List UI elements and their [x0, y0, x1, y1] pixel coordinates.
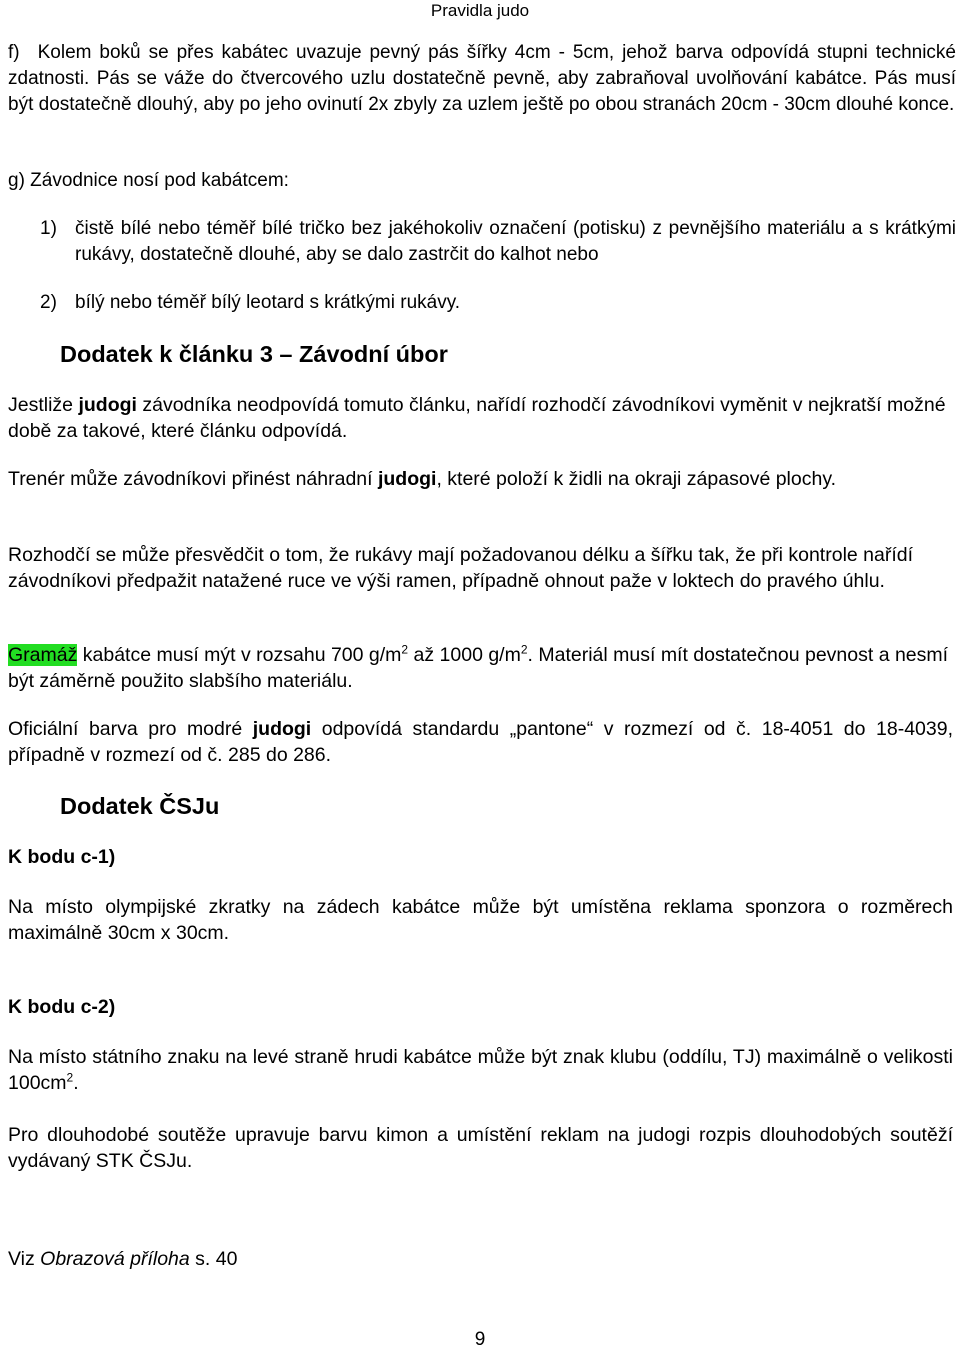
- p9-text-b: s. 40: [189, 1248, 238, 1270]
- item-g-sub2-text: bílý nebo téměř bílý leotard s krátkými rukávy.: [75, 292, 461, 313]
- p5-text-a: Oficiální barva pro modré: [8, 718, 253, 740]
- p5-text-c: odpovídá standardu „pantone“ v rozmezí od č. 18-4051 do 18-4039, případně v rozmezí od č. 285 do 286.: [8, 718, 953, 766]
- p9-appendix-link: Obrazová příloha: [40, 1248, 190, 1270]
- paragraph-see-appendix: [8, 1246, 953, 1272]
- p2-judogi: judogi: [377, 468, 437, 490]
- p7-sup: 2: [66, 1070, 74, 1085]
- p4-sup1: 2: [401, 642, 409, 657]
- paragraph-club-badge: [8, 1044, 953, 1096]
- item-f-text: Kolem boků se přes kabátec uvazuje pevný pás šířky 4cm - 5cm, jehož barva odpovídá stupni technické zdatnosti. Pás se váže do čtvercového uzlu dostatečně pevně, aby zabraňoval uvolňování kabátce. Pás musí být dostatečně dlouhý, aby po jeho ovinutí 2x zbyly za uzlem ještě po obou stranách 20cm - 30cm dlouhé konce.: [8, 42, 956, 115]
- page-number: 9: [474, 1329, 486, 1350]
- heading-dodatek-clanek-3: Dodatek k článku 3 – Závodní úbor: [60, 341, 448, 367]
- p1-text-a: Jestliže: [8, 394, 79, 416]
- paragraph-sleeve-check: Rozhodčí se může přesvědčit o tom, že rukávy mají požadovanou délku a šířku tak, že při kontrole nařídí závodníkovi předpažit natažené ruce ve výši ramen, případně ohnout paže v loktech do pravého úhlu.: [8, 544, 914, 592]
- paragraph-olympic-ad: Na místo olympijské zkratky na zádech kabátce může být umístěna reklama sponzora o rozměrech maximálně 30cm x 30cm.: [8, 896, 953, 944]
- p2-text-c: , které položí k židli na okraji zápasové plochy.: [436, 468, 837, 490]
- item-f-marker: f): [8, 42, 20, 63]
- item-g-sub1-text: čistě bílé nebo téměř bílé tričko bez jakéhokoliv označení (potisku) z pevnějšího materiálu a s krátkými rukávy, dostatečně dlouhé, aby se dalo zastrčit do kalhot nebo: [75, 218, 956, 265]
- item-g-sub1-number: 1): [40, 218, 57, 239]
- subheading-c2: K bodu c-2): [8, 996, 116, 1018]
- item-f: [8, 40, 956, 118]
- p2-text-a: Trenér může závodníkovi přinést náhradní: [8, 468, 378, 490]
- gramaz-highlight: Gramáž: [8, 644, 78, 666]
- p5-judogi: judogi: [252, 718, 312, 740]
- heading-dodatek-csju: Dodatek ČSJu: [60, 793, 220, 819]
- subheading-c1: K bodu c-1): [8, 846, 116, 868]
- p4-text-a: kabátce musí mýt v rozsahu 700 g/m: [77, 644, 402, 666]
- page-header: Pravidla judo: [430, 1, 530, 20]
- paragraph-coach-judogi: [8, 466, 953, 492]
- p7-text-b: .: [73, 1072, 79, 1094]
- p7-text-a: Na místo státního znaku na levé straně hrudi kabátce může být znak klubu (oddílu, TJ) maximálně o velikosti 100cm: [8, 1046, 953, 1094]
- item-g-sub2-number: 2): [40, 292, 57, 313]
- item-g-intro: g) Závodnice nosí pod kabátcem:: [8, 170, 289, 191]
- p4-sup2: 2: [520, 642, 528, 657]
- p1-text-c: závodníka neodpovídá tomuto článku, nařídí rozhodčí závodníkovi vyměnit v nejkratší možné době za takové, které článku odpovídá.: [8, 394, 946, 442]
- paragraph-gramaz: [8, 642, 953, 694]
- paragraph-long-term: Pro dlouhodobé soutěže upravuje barvu kimon a umístění reklam na judogi rozpis dlouhodobých soutěží vydávaný STK ČSJu.: [8, 1124, 953, 1172]
- p9-text-a: Viz: [8, 1248, 41, 1270]
- p1-judogi: judogi: [78, 394, 137, 416]
- paragraph-judogi-replace: [8, 392, 953, 444]
- p4-text-b: až 1000 g/m: [408, 644, 521, 666]
- paragraph-official-color: [8, 716, 953, 768]
- p4-text-c: . Materiál musí mít dostatečnou pevnost a nesmí být záměrně použito slabšího materiálu.: [8, 644, 949, 692]
